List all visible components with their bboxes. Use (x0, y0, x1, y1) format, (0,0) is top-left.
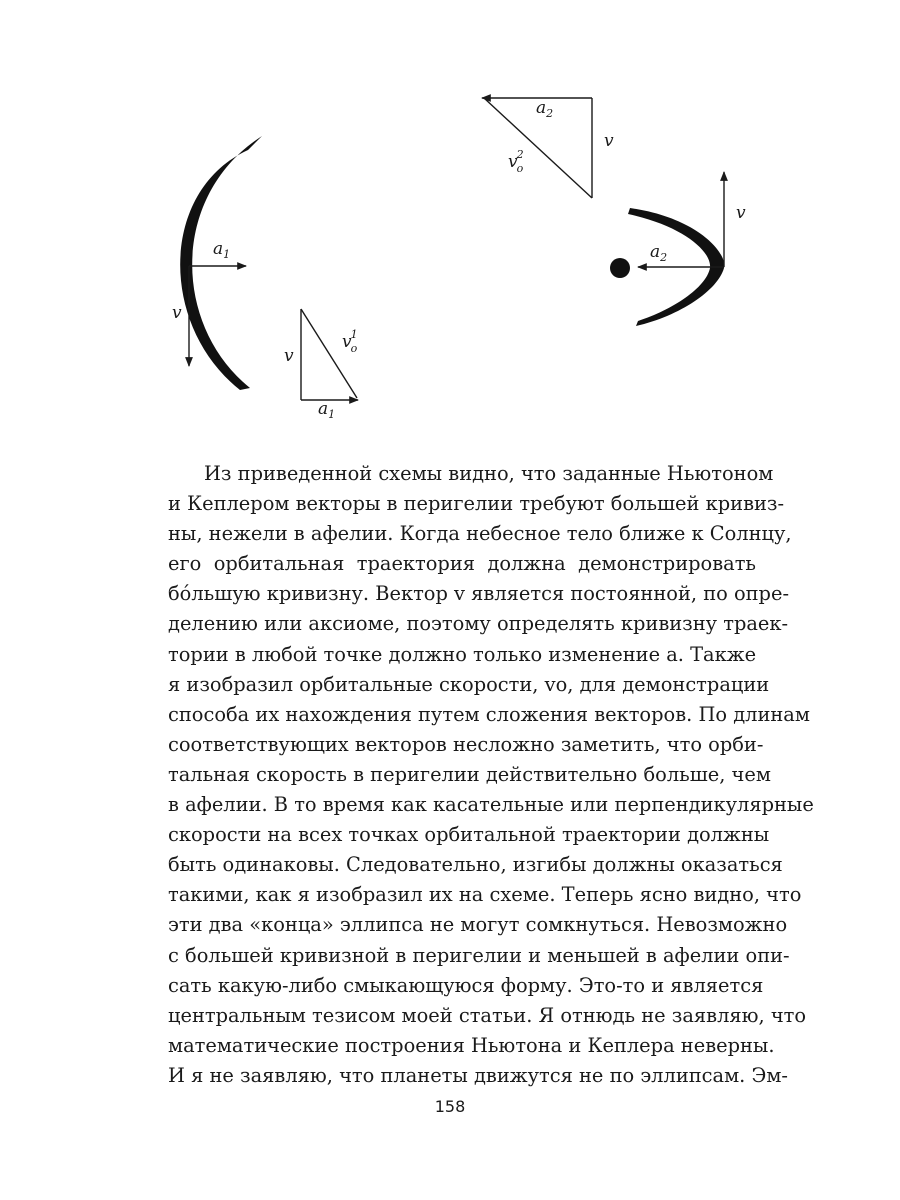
perihelion-accel-label: $a_1$ (213, 239, 231, 261)
text-line: центральным тезисом моей статьи. Я отнюдь не заявляю, что (168, 1003, 807, 1027)
sun-dot (610, 258, 630, 278)
aphelion-accel-label: $a_2$ (650, 242, 668, 264)
aphelion-triangle-orbital-label: v2 o (508, 148, 524, 175)
text-line: тальная скорость в перигелии действительно больше, чем (168, 762, 771, 786)
perihelion-triangle-orbital-label: v1 o (342, 328, 358, 355)
text-line: сать какую-либо смыкающуюся форму. Это-то и является (168, 973, 764, 997)
text-line: тории в любой точке должно только изменение а. Также (168, 642, 757, 666)
text-line: и Кеплером векторы в перигелии требуют большей кривиз- (168, 492, 785, 516)
text-line: такими, как я изобразил их на схеме. Теперь ясно видно, что (168, 883, 802, 907)
text-line: эти два «конца» эллипса не могут сомкнуться. Невозможно (168, 913, 788, 937)
perihelion-triangle-accel-label: $a_1$ (318, 399, 336, 421)
body-text (168, 459, 814, 1091)
perihelion-velocity-label: v (172, 303, 182, 323)
text-line: соответствующих векторов несложно заметить, что орби- (168, 732, 764, 756)
page-number: 158 (434, 1097, 466, 1116)
text-line: делению или аксиоме, поэтому определять кривизну траек- (168, 612, 789, 636)
text-line: быть одинаковы. Следовательно, изгибы должны оказаться (168, 853, 783, 877)
aphelion-triangle-velocity-label: v (604, 131, 614, 151)
text-line: я изобразил орбитальные скорости, vo, для демонстрации (168, 672, 770, 696)
text-line: в афелии. В то время как касательные или перпендикулярные (168, 793, 814, 817)
text-line: его орбитальная траектория должна демонстрировать (168, 552, 756, 576)
text-line: способа их нахождения путем сложения векторов. По длинам (168, 702, 810, 726)
perihelion-triangle-orbital (301, 309, 357, 398)
perihelion-arc (180, 136, 262, 390)
aphelion-velocity-label: v (736, 203, 746, 223)
text-line: математические построения Ньютона и Кеплера неверны. (168, 1033, 775, 1057)
aphelion-triangle-accel-label: $a_2$ (536, 98, 554, 120)
text-line: с большей кривизной в перигелии и меньшей в афелии опи- (168, 943, 790, 967)
text-line: бóльшую кривизну. Вектор v является постоянной, по опре- (168, 582, 790, 606)
text-line: Из приведенной схемы видно, что заданные Ньютоном (204, 462, 774, 485)
text-line: И я не заявляю, что планеты движутся не по эллипсам. Эм- (168, 1063, 788, 1087)
orbit-diagram (0, 0, 900, 440)
text-line: скорости на всех точках орбитальной траектории должны (168, 823, 770, 847)
text-line: ны, нежели в афелии. Когда небесное тело ближе к Солнцу, (168, 522, 792, 546)
perihelion-triangle-velocity-label: v (284, 346, 294, 366)
